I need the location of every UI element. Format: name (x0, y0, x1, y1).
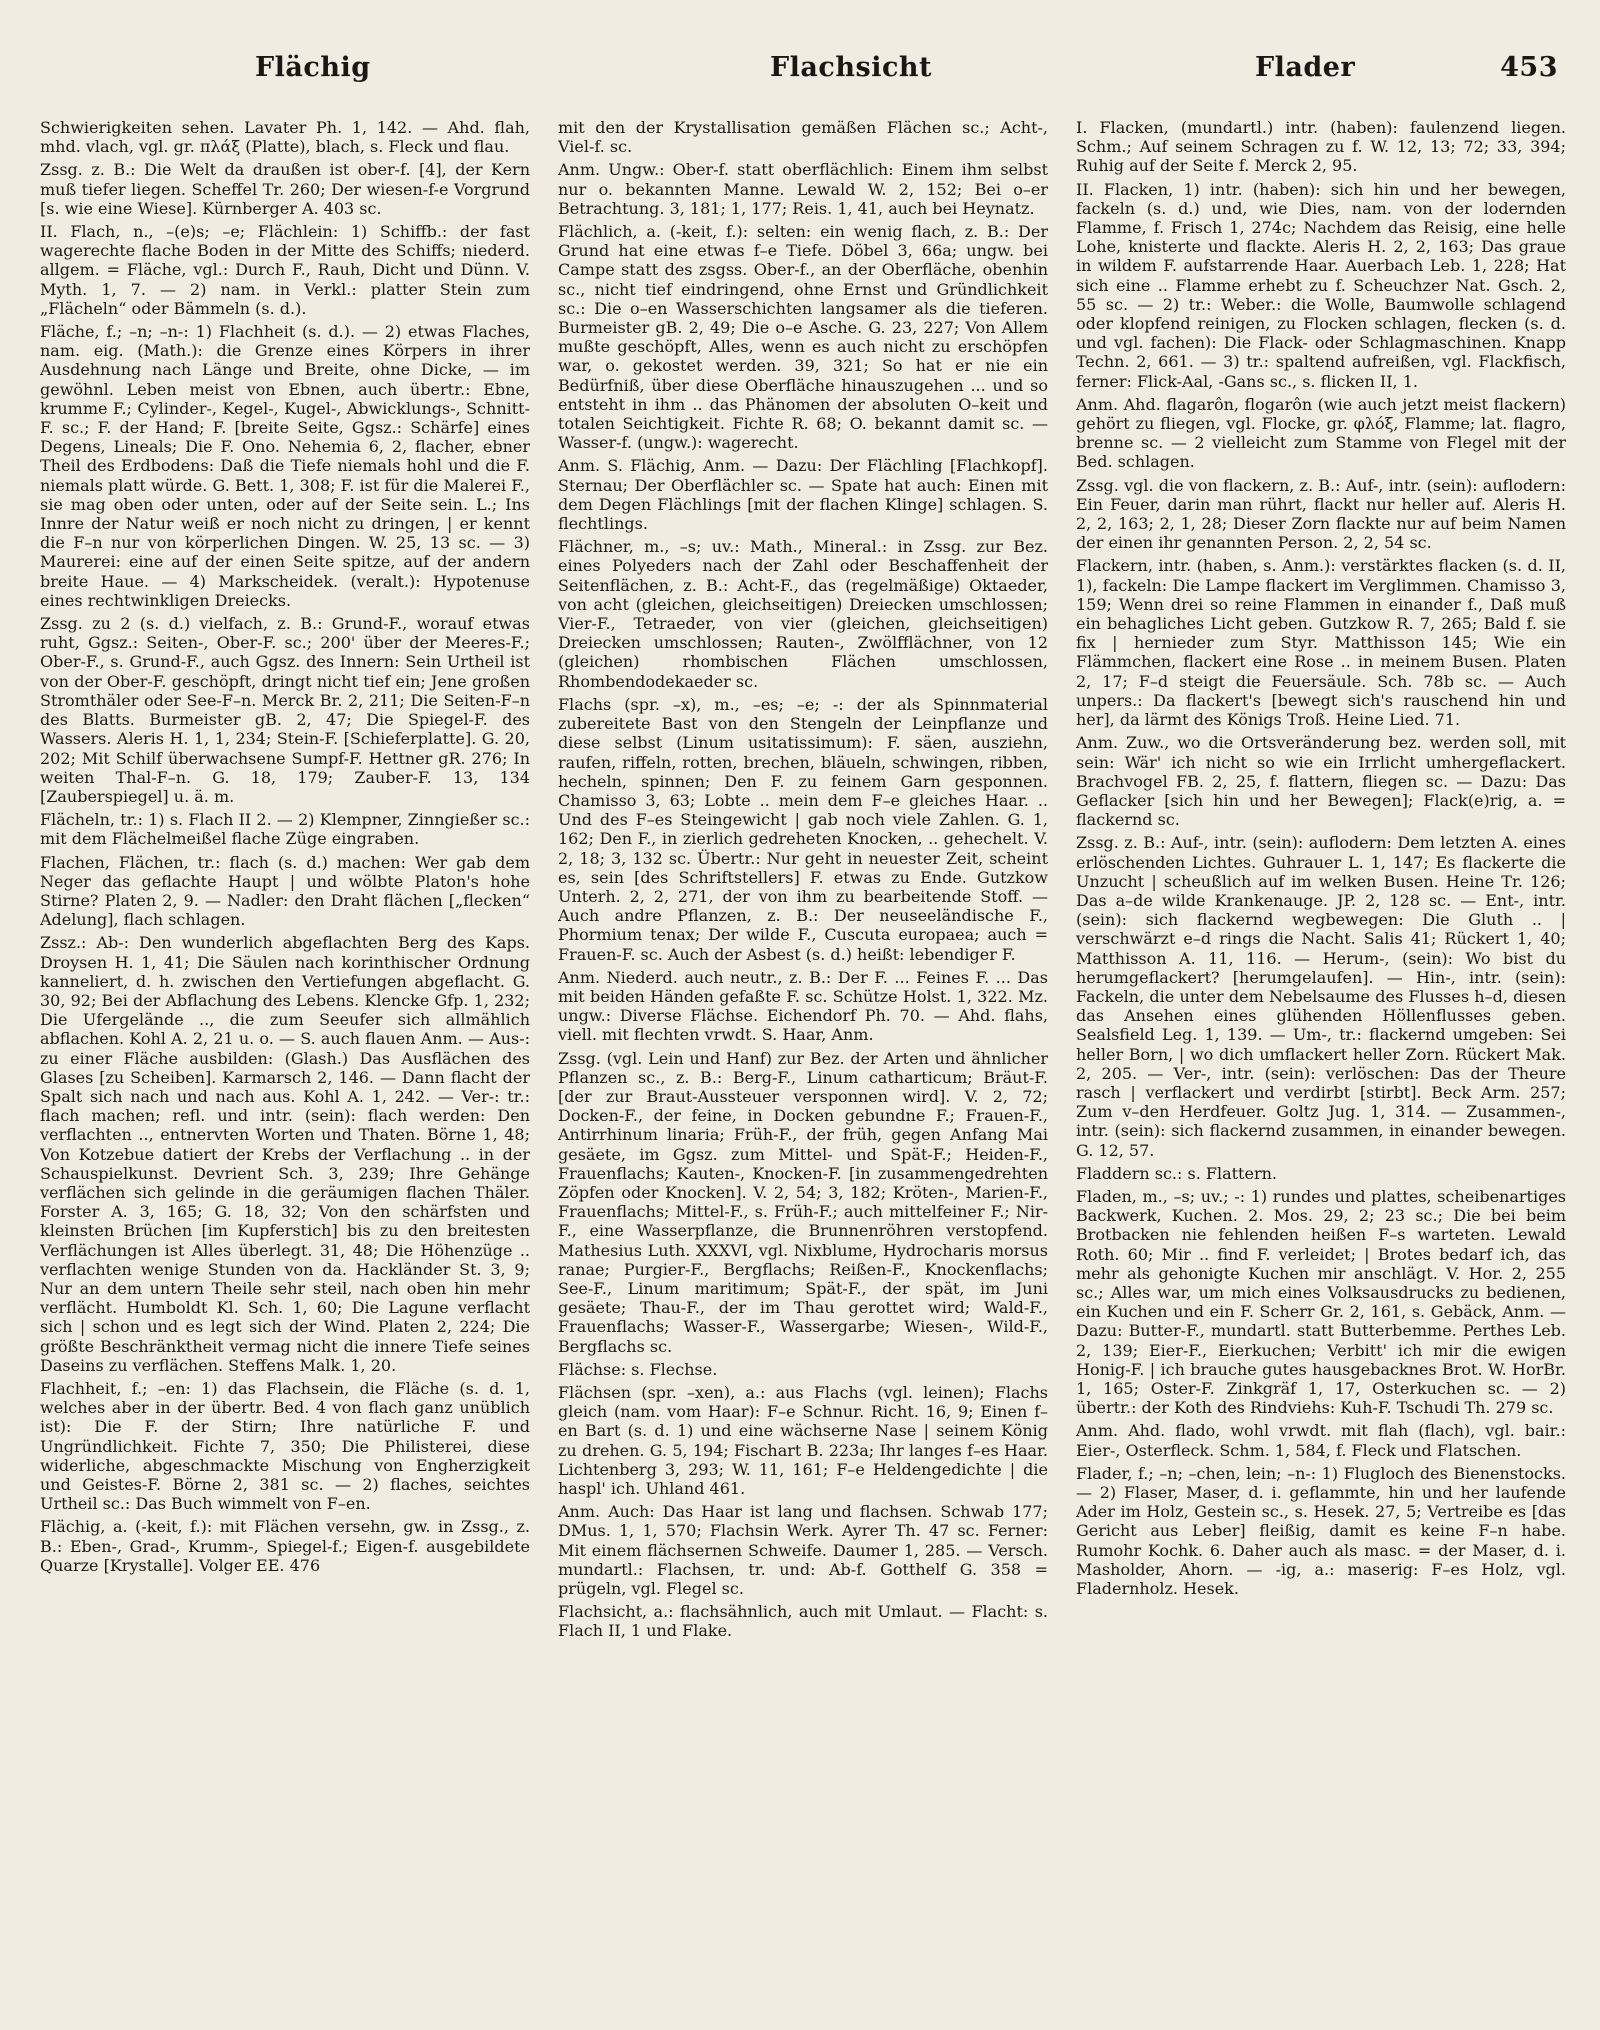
page-number: 453 (1500, 52, 1558, 83)
dictionary-entry: II. Flach, n., –(e)s; –e; Flächlein: 1) Schiffb.: der fast wagerechte flache Boden in der Mitte des Schiffs; niederd. allgem. = Fläche, vgl.: Durch F., Rauh, Dicht und Dünn. V. Myth. 1, 7. — 2) nam. in Verkl.: platter Stein zum „Flächeln“ oder Bämmeln (s. d.). (40, 222, 530, 318)
dictionary-entry: Flachsicht, a.: flachsähnlich, auch mit Umlaut. — Flacht: s. Flach II, 1 und Flake. (558, 1602, 1048, 1641)
column-2 (558, 118, 1048, 2008)
dictionary-entry: Flachs (spr. –x), m., –es; –e; -: der als Spinnmaterial zubereitete Bast von den Stengeln der Leinpflanze und diese selbst (Linum usitatissimum): F. säen, ausziehn, raufen, riffeln, rotten, brechen, bläueln, schwingen, ribben, hecheln, spinnen; Den F. zu feinem Garn gesponnen. Chamisso 3, 63; Lobte .. mein dem F–e gleiches Haar. .. Und des F–es Steingewicht | gab noch viele Zahlen. G. 1, 162; Den F., in zierlich gedreheten Knocken, .. gehechelt. V. 2, 18; 3, 132 sc. Übertr.: Nur geht in neuester Zeit, scheint es, sein [des Schriftstellers] F. etwas zu Ende. Gutzkow Unterh. 2, 2, 271, der von ihm zu bearbeitende Stoff. — Auch andre Pflanzen, z. B.: Der neuseeländische F., Phormium tenax; Der wilde F., Cuscuta europaea; auch = Frauen-F. sc. Auch der Asbest (s. d.) heißt: lebendiger F. (558, 694, 1048, 964)
header-left-word: Flächig (255, 52, 371, 83)
dictionary-entry: Anm. Ungw.: Ober-f. statt oberflächlich: Einem ihm selbst nur o. bekannten Manne. Lewald W. 2, 152; Bei o–er Betrachtung. 3, 181; 1, 177; Reis. 1, 41, auch bei Heynatz. (558, 160, 1048, 218)
dictionary-entry: Zssg. zu 2 (s. d.) vielfach, z. B.: Grund-F., worauf etwas ruht, Ggsz.: Seiten-, Ober-F. sc.; 200' über der Meeres-F.; Ober-F., s. Grund-F., auch Ggsz. des Innern: Sein Urtheil ist von der Ober-F. geschöpft, dringt nicht tief ein; Jene großen Stromthäler oder See-F–n. Merck Br. 2, 211; Die Seiten-F–n des Blatts. Burmeister gB. 2, 47; Die Spiegel-F. des Wassers. Aleris H. 1, 1, 234; Stein-F. [Schieferplatte]. G. 20, 202; Mit Schilf überwachsene Sumpf-F. Hettner gR. 276; In weiten Thal-F–n. G. 18, 179; Zauber-F. 13, 134 [Zauberspiegel] u. ä. m. (40, 614, 530, 806)
dictionary-entry: Flächeln, tr.: 1) s. Flach II 2. — 2) Klempner, Zinngießer sc.: mit dem Flächelmeißel flache Züge eingraben. (40, 810, 530, 849)
dictionary-entry: Zssg. z. B.: Auf-, intr. (sein): auflodern: Dem letzten A. eines erlöschenden Lichtes. Guhrauer L. 1, 147; Es flackerte die Unzucht | scheußlich auf im welken Busen. Heine Tr. 126; Das a–de wilde Krankenauge. JP. 2, 128 sc. — Ent-, intr. (sein): sich flackernd wegbewegen: Die Gluth .. | verschwärzt e–d rings die Nacht. Salis 41; Rückert 1, 40; Matthisson A. 11, 116. — Herum-, (sein): Wo bist du herumgeflackert? [herumgelaufen]. — Hin-, intr. (sein): Fackeln, die unter dem Nebelsaume des Flusses h–d, diesen das Ansehen eines glühenden Höllenflusses geben. Sealsfield Leg. 1, 139. — Um-, tr.: flackernd umgeben: Sei heller Born, | wo dich umflackert heller Zorn. Rückert Mak. 2, 205. — Ver-, intr. (sein): verlöschen: Das der Theure rasch | verflackert und verdirbt [stirbt]. Beck Arm. 257; Zum v–den Herdfeuer. Goltz Jug. 1, 314. — Zusammen-, intr. (sein): sich flackernd zusammen, in einander bewegen. G. 12, 57. (1076, 833, 1566, 1160)
dictionary-entry: Flächner, m., –s; uv.: Math., Mineral.: in Zssg. zur Bez. eines Polyeders nach der Zahl oder Beschaffenheit der Seitenflächen, z. B.: Acht-F., das (regelmäßige) Oktaeder, von acht (gleichen, gleichseitigen) Dreiecken umschlossen; Vier-F., Tetraeder, von vier (gleichen, gleichseitigen) Dreiecken umschlossen; Rauten-, Zwölfflächner, von 12 (gleichen) rhombischen Flächen umschlossen, Rhombendodekaeder sc. (558, 537, 1048, 691)
dictionary-entry: Flachen, Flächen, tr.: flach (s. d.) machen: Wer gab dem Neger das geflachte Haupt | und wölbte Platon's hohe Stirne? Platen 2, 9. — Nadler: den Draht flächen [„flecken“ Adelung], flach schlagen. (40, 852, 530, 930)
dictionary-entry: Zssz.: Ab-: Den wunderlich abgeflachten Berg des Kaps. Droysen H. 1, 41; Die Säulen nach korinthischer Ordnung kanneliert, d. h. zwischen den Vertiefungen abgeflacht. G. 30, 92; Bei der Abflachung des Lebens. Klencke Gfp. 1, 232; Die Ufergelände .., die zum Seeufer sich allmählich abflachen. Kohl A. 2, 21 u. o. — S. auch flauen Anm. — Aus-: zu einer Fläche ausbilden: (Glash.) Das Ausflächen des Glases [zu Scheiben]. Karmarsch 2, 146. — Dann flacht der Spalt sich nach und nach aus. Kohl A. 1, 242. — Ver-: tr.: flach machen; refl. und intr. (sein): flach werden: Den verflachten .., entnervten Worten und Thaten. Börne 1, 48; Von Kotzebue datiert der Krebs der Verflachung .. in der Schauspielkunst. Devrient Sch. 3, 239; Ihre Gehänge verflächen sich gelinde in die geräumigen flachen Thäler. Forster A. 3, 165; G. 18, 32; Von den schärfsten und kleinsten Brüchen [im Kupferstich] bis zu den breitesten Verflächungen ist Alles überlegt. 31, 48; Die Höhenzüge .. verflachten wenige Stunden von da. Hackländer St. 3, 9; Nur an dem untern Theile sehr steil, nach oben hin mehr verflächt. Humboldt Kl. Sch. 1, 60; Die Lagune verflacht sich | schon und es legt sich der Wind. Platen 2, 224; Die größte Beschränktheit vermag nicht die innere Tiefe seines Daseins zu verflächen. Steffens Malk. 1, 20. (40, 933, 530, 1375)
dictionary-entry: Schwierigkeiten sehen. Lavater Ph. 1, 142. — Ahd. flah, mhd. vlach, vgl. gr. πλάξ (Platte), blach, s. Fleck und flau. (40, 118, 530, 157)
dictionary-entry: Anm. S. Flächig, Anm. — Dazu: Der Flächling [Flachkopf]. Sternau; Der Oberflächler sc. — Spate hat auch: Einen mit dem Degen Flächlings [mit der flachen Klinge] schlagen. S. flechtlings. (558, 456, 1048, 534)
dictionary-entry: Fladen, m., –s; uv.; -: 1) rundes und plattes, scheibenartiges Backwerk, Kuchen. 2. Mos. 29, 2; 23 sc.; Die bei beim Brotbacken nie fehlenden heißen F–s warteten. Lewald Roth. 60; Mir .. find F. verleidet; | Brotes bedarf ich, das mehr als gehonigte Kuchen mir anschlägt. V. Hor. 2, 255 sc.; Alles war, um mich eines Volksausdrucks zu bedienen, ein Kuchen und ein F. Scherr Gr. 2, 161, s. Gebäck, Anm. — Dazu: Butter-F., mundartl. statt Butterbemme. Perthes Leb. 2, 139; Eier-F., Eierkuchen; Verbitt' ich mir die ewigen Honig-F. | ich brauche gutes hausgebacknes Brot. W. HorBr. 1, 165; Oster-F. Zinkgräf 1, 17, Osterkuchen sc. — 2) übertr.: der Koth des Rindviehs: Kuh-F. Tschudi Th. 279 sc. (1076, 1186, 1566, 1418)
column-3 (1076, 118, 1566, 2008)
dictionary-entry: mit den der Krystallisation gemäßen Flächen sc.; Acht-, Viel-f. sc. (558, 118, 1048, 157)
header-right-word: Flader (1255, 52, 1356, 83)
dictionary-entry: II. Flacken, 1) intr. (haben): sich hin und her bewegen, fackeln (s. d.) und, wie Dies, nam. von der lodernden Flamme, f. Frisch 1, 274c; Nachdem das Reisig, eine helle Lohe, knisterte und flackte. Aleris H. 2, 2, 163; Das graue in wildem F. aufstarrende Haar. Auerbach Leb. 1, 228; Hat sich eine .. Flamme erhebt zu f. Scheuchzer Nat. Gsch. 2, 55 sc. — 2) tr.: Weber.: die Wolle, Baumwolle schlagend oder klopfend reinigen, zu Flocken schlagen, flecken (s. d. und vgl. fachen): Die Flack- oder Schlagmaschinen. Knapp Techn. 2, 661. — 3) tr.: spaltend aufreißen, vgl. Flackfisch, ferner: Flick-Aal, -Gans sc., s. flicken II, 1. (1076, 179, 1566, 391)
dictionary-entry: I. Flacken, (mundartl.) intr. (haben): faulenzend liegen. Schm.; Auf seinem Schragen zu f. W. 12, 13; 72; 33, 394; Ruhig auf der Seite f. Merck 2, 95. (1076, 118, 1566, 176)
dictionary-entry: Anm. Zuw., wo die Ortsveränderung bez. werden soll, mit sein: Wär' ich nicht so wie ein Irrlicht umhergeflackert. Brachvogel FB. 2, 25, f. flattern, fliegen sc. — Dazu: Das Geflacker [sich hin und her Bewegen]; Flack(e)rig, a. = flackernd sc. (1076, 733, 1566, 830)
dictionary-entry: Zssg. (vgl. Lein und Hanf) zur Bez. der Arten und ähnlicher Pflanzen sc., z. B.: Berg-F., Linum catharticum; Bräut-F. [der zur Braut-Aussteuer versponnen wird]. V. 2, 72; Docken-F., der feine, in Docken gebundne F.; Frauen-F., Antirrhinum linaria; Früh-F., der früh, gegen Anfang Mai gesäete, im Ggsz. zum Mittel- und Spät-F.; Heiden-F., Frauenflachs; Kauten-, Knocken-F. [in zusammengedrehten Zöpfen oder Knocken]. V. 2, 54; 3, 182; Kröten-, Marien-F., Frauenflachs; Mittel-F., s. Früh-F.; auch mittelfeiner F.; Nir-F., eine Wasserpflanze, die Brunnenröhren verstopfend. Mathesius Luth. XXXVI, vgl. Nixblume, Hydrocharis morsus ranae; Purgier-F., Bergflachs; Reißen-F., Knockenflachs; See-F., Linum maritimum; Spät-F., der spät, im Juni gesäete; Thau-F., der im Thau gerottet wird; Wald-F., Frauenflachs; Wasser-F., Wassergarbe; Wiesen-, Wild-F., Bergflachs sc. (558, 1048, 1048, 1356)
dictionary-entry: Flachheit, f.; –en: 1) das Flachsein, die Fläche (s. d. 1, welches aber in der übertr. Bed. 4 von flach ganz unüblich ist): Die F. der Stirn; Ihre natürliche F. und Ungründlichkeit. Fichte 7, 350; Die Philisterei, diese widerliche, abgeschmackte Mischung von Engherzigkeit und Geistes-F. Börne 2, 381 sc. — 2) flaches, seichtes Urtheil sc.: Das Buch wimmelt von F–en. (40, 1379, 530, 1514)
dictionary-entry: Anm. Auch: Das Haar ist lang und flachsen. Schwab 177; DMus. 1, 1, 570; Flachsin Werk. Ayrer Th. 47 sc. Ferner: Mit einem flächsernen Schweife. Daumer 1, 285. — Versch. mundartl.: Flachsen, tr. und: Ab-f. Gotthelf G. 358 = prügeln, vgl. Flegel sc. (558, 1502, 1048, 1599)
dictionary-entry: Flächlich, a. (-keit, f.): selten: ein wenig flach, z. B.: Der Grund hat eine etwas f–e Tiefe. Döbel 3, 66a; ungw. bei Campe statt des zsgss. Ober-f., an der Oberfläche, obenhin sc., nicht tief eindringend, ohne Ernst und Gründlichkeit sc.: Die o–en Wasserschichten langsamer als die tieferen. Burmeister gB. 2, 49; Die o–e Asche. G. 23, 227; Von Allem mußte geschöpft, Alles, wenn es auch nicht zu erschöpfen war, o. gekostet werden. 39, 321; So hat er nie ein Bedürfniß, über diese Oberfläche hinauszugehen ... und so entsteht in ihm .. das Phänomen der absoluten O–keit und totalen Seichtigkeit. Fichte R. 68; O. bekannt damit sc. — Wasser-f. (ungw.): wagerecht. (558, 222, 1048, 453)
column-1 (40, 118, 530, 2008)
dictionary-entry: Anm. Ahd. flagarôn, flogarôn (wie auch jetzt meist flackern) gehört zu fliegen, vgl. Flocke, gr. φλόξ, Flamme; lat. flagro, brenne sc. — 2 vielleicht zum Stamme von Flegel mit der Bed. schlagen. (1076, 394, 1566, 472)
header-center-word: Flachsicht (770, 52, 932, 83)
dictionary-entry: Flächse: s. Flechse. (558, 1359, 718, 1379)
dictionary-entry: Zssg. z. B.: Die Welt da draußen ist ober-f. [4], der Kern muß tiefer liegen. Scheffel Tr. 260; Der wiesen-f-e Vorgrund [s. wie eine Wiese]. Kürnberger A. 403 sc. (40, 160, 530, 218)
dictionary-entry: Fladdern sc.: s. Flattern. (1076, 1163, 1277, 1183)
dictionary-entry: Anm. Ahd. flado, wohl vrwdt. mit flah (flach), vgl. bair.: Eier-, Osterfleck. Schm. 1, 584, f. Fleck und Flatschen. (1076, 1421, 1566, 1460)
dictionary-entry: Fläche, f.; –n; –n-: 1) Flachheit (s. d.). — 2) etwas Flaches, nam. eig. (Math.): die Grenze eines Körpers in ihrer Ausdehnung nach Länge und Breite, ohne Dicke, — im gewöhnl. Leben meist von Ebnen, auch übertr.: Ebne, krumme F.; Cylinder-, Kegel-, Kugel-, Abwicklungs-, Schnitt-F. sc.; F. der Hand; F. [breite Seite, Ggsz.: Schärfe] eines Degens, Lineals; Die F. Ono. Nehemia 6, 2, flacher, ebner Theil des Erdbodens: Daß die Tiefe niemals hohl und die F. niemals platt würde. G. Bett. 1, 308; F. ist für die Malerei F., sie mag oben oder unten, oder auf der Seite sein. L.; Ins Innre der Natur weiß er noch nicht zu dringen, | er kennt die F–n nur von körperlichen Dingen. W. 25, 13 sc. — 3) Maurerei: eine auf der einen Seite spitze, auf der andern breite Haue. — 4) Markscheidek. (veralt.): Hypotenuse eines rechtwinkligen Dreiecks. (40, 322, 530, 610)
dictionary-entry: Flächsen (spr. –xen), a.: aus Flachs (vgl. leinen); Flachs gleich (nam. vom Haar): F–e Schnur. Richt. 16, 9; Einen f–en Bart (s. d. 1) und eine wächserne Nase | seinem König zu drehen. G. 5, 194; Fischart B. 223a; Ihr langes f–es Haar. Lichtenberg 3, 293; W. 11, 161; F–e Heldengedichte | die haspl' ich. Uhland 461. (558, 1383, 1048, 1499)
text-columns (40, 118, 1570, 2008)
running-header (40, 52, 1570, 98)
dictionary-entry: Flackern, intr. (haben, s. Anm.): verstärktes flacken (s. d. II, 1), fackeln: Die Lampe flackert im Verglimmen. Chamisso 3, 159; Wenn drei so reine Flammen in einander f., Daß muß ein behagliches Licht geben. Gutzkow R. 7, 265; Bald f. sie fix | hernieder zum Styr. Matthisson 145; Wie ein Flämmchen, flackert eine Rose .. in meinem Busen. Platen 2, 17; F–d steigt die Feuersäule. Sch. 78b sc. — Auch unpers.: Da flackert's [bewegt sich's rauschend hin und her], da lärmt des Königs Troß. Heine Lied. 71. (1076, 556, 1566, 730)
dictionary-entry: Flächig, a. (-keit, f.): mit Flächen versehn, gw. in Zssg., z. B.: Eben-, Grad-, Krumm-, Spiegel-f.; Eigen-f. ausgebildete Quarze [Krystalle]. Volger EE. 476 (40, 1517, 530, 1575)
dictionary-entry: Flader, f.; –n; –chen, lein; –n-: 1) Flugloch des Bienenstocks. — 2) Flaser, Maser, d. i. geflammte, hin und her laufende Ader im Holz, Gestein sc., s. Hesek. 27, 5; Vertreibe es [das Gericht aus Leber] fleißig, damit es keine F–n habe. Rumohr Kochk. 6. Daher auch als masc. = der Maser, d. i. Masholder, Ahorn. — -ig, a.: maserig: F–es Holz, vgl. Fladernholz. Hesek. (1076, 1463, 1566, 1599)
dictionary-entry: Zssg. vgl. die von flackern, z. B.: Auf-, intr. (sein): auflodern: Ein Feuer, darin man rührt, flackt nur heller auf. Aleris H. 2, 2, 163; 2, 1, 28; Dieser Zorn flackte nur auf beim Namen der einen ihr genannten Person. 2, 2, 54 sc. (1076, 475, 1566, 553)
dictionary-entry: Anm. Niederd. auch neutr., z. B.: Der F. ... Feines F. ... Das mit beiden Händen gefaßte F. sc. Schütze Holst. 1, 322. Mz. ungw.: Diverse Flächse. Eichendorf Ph. 70. — Ahd. flahs, viell. mit flechten vrwdt. S. Haar, Anm. (558, 967, 1048, 1045)
